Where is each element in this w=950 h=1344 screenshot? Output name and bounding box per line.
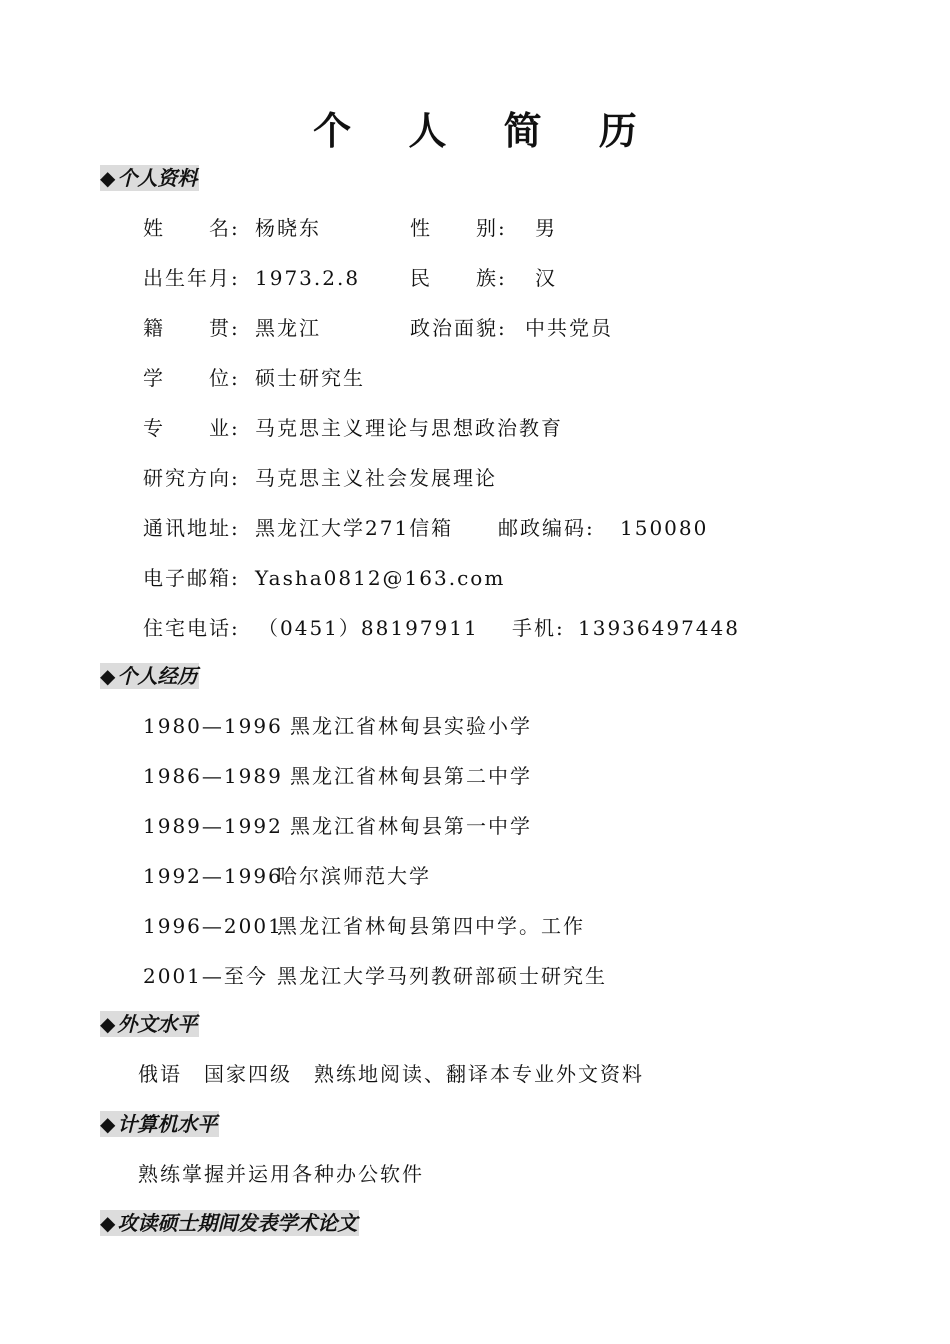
section-heading-personal [100, 165, 199, 191]
section-title: 个人资料 [117, 166, 198, 190]
name-value: 杨晓东 [255, 216, 321, 240]
phone-label: 住宅电话: [143, 616, 240, 640]
experience-place: 黑龙江大学马列教研部硕士研究生 [277, 964, 607, 988]
ethnicity-value: 汉 [535, 266, 557, 290]
research-label: 研究方向: [143, 466, 240, 490]
section-title: 个人经历 [117, 664, 198, 688]
language-text: 俄语 国家四级 熟练地阅读、翻译本专业外文资料 [138, 1062, 644, 1086]
page-title: 个 人 简 历 [313, 109, 659, 153]
diamond-bullet-icon: ◆ [100, 1211, 116, 1235]
experience-place: 哈尔滨师范大学 [277, 864, 431, 888]
politics-label: 政治面貌: [410, 316, 507, 340]
experience-period: 2001—至今 [143, 964, 268, 988]
address-label: 通讯地址: [143, 516, 240, 540]
phone-value: （0451）88197911 [258, 616, 479, 640]
experience-period: 1980—1996 [143, 714, 283, 738]
experience-place: 黑龙江省林甸县实验小学 [290, 714, 532, 738]
experience-period: 1986—1989 [143, 764, 283, 788]
politics-value: 中共党员 [525, 316, 613, 340]
degree-label: 学 位: [143, 366, 240, 390]
diamond-bullet-icon: ◆ [100, 1012, 116, 1036]
birth-label: 出生年月: [143, 266, 240, 290]
research-value: 马克思主义社会发展理论 [255, 466, 497, 490]
address-value: 黑龙江大学271信箱 [255, 516, 454, 540]
section-title: 计算机水平 [117, 1112, 218, 1136]
postcode-value: 150080 [620, 516, 709, 540]
origin-label: 籍 贯: [143, 316, 240, 340]
gender-value: 男 [535, 216, 557, 240]
name-label: 姓 名: [143, 216, 240, 240]
section-heading-experience [100, 663, 199, 689]
gender-label: 性 别: [410, 216, 507, 240]
section-heading-language [100, 1011, 199, 1037]
birth-value: 1973.2.8 [255, 266, 361, 290]
section-title: 攻读硕士期间发表学术论文 [117, 1211, 358, 1235]
experience-period: 1996—2001 [143, 914, 283, 938]
diamond-bullet-icon: ◆ [100, 166, 116, 190]
experience-place: 黑龙江省林甸县第四中学。工作 [277, 914, 585, 938]
major-label: 专 业: [143, 416, 240, 440]
section-heading-papers [100, 1210, 359, 1236]
email-label: 电子邮箱: [143, 566, 240, 590]
diamond-bullet-icon: ◆ [100, 1112, 116, 1136]
origin-value: 黑龙江 [255, 316, 321, 340]
computer-text: 熟练掌握并运用各种办公软件 [138, 1162, 424, 1186]
mobile-label: 手机: [512, 616, 565, 640]
experience-period: 1989—1992 [143, 814, 283, 838]
major-value: 马克思主义理论与思想政治教育 [255, 416, 563, 440]
email-value: Yasha0812@163.com [255, 566, 506, 590]
postcode-label: 邮政编码: [498, 516, 595, 540]
section-title: 外文水平 [117, 1012, 198, 1036]
experience-place: 黑龙江省林甸县第二中学 [290, 764, 532, 788]
diamond-bullet-icon: ◆ [100, 664, 116, 688]
section-heading-computer [100, 1111, 219, 1137]
mobile-value: 13936497448 [578, 616, 740, 640]
degree-value: 硕士研究生 [255, 366, 365, 390]
experience-place: 黑龙江省林甸县第一中学 [290, 814, 532, 838]
ethnicity-label: 民 族: [410, 266, 507, 290]
experience-period: 1992—1996 [143, 864, 283, 888]
